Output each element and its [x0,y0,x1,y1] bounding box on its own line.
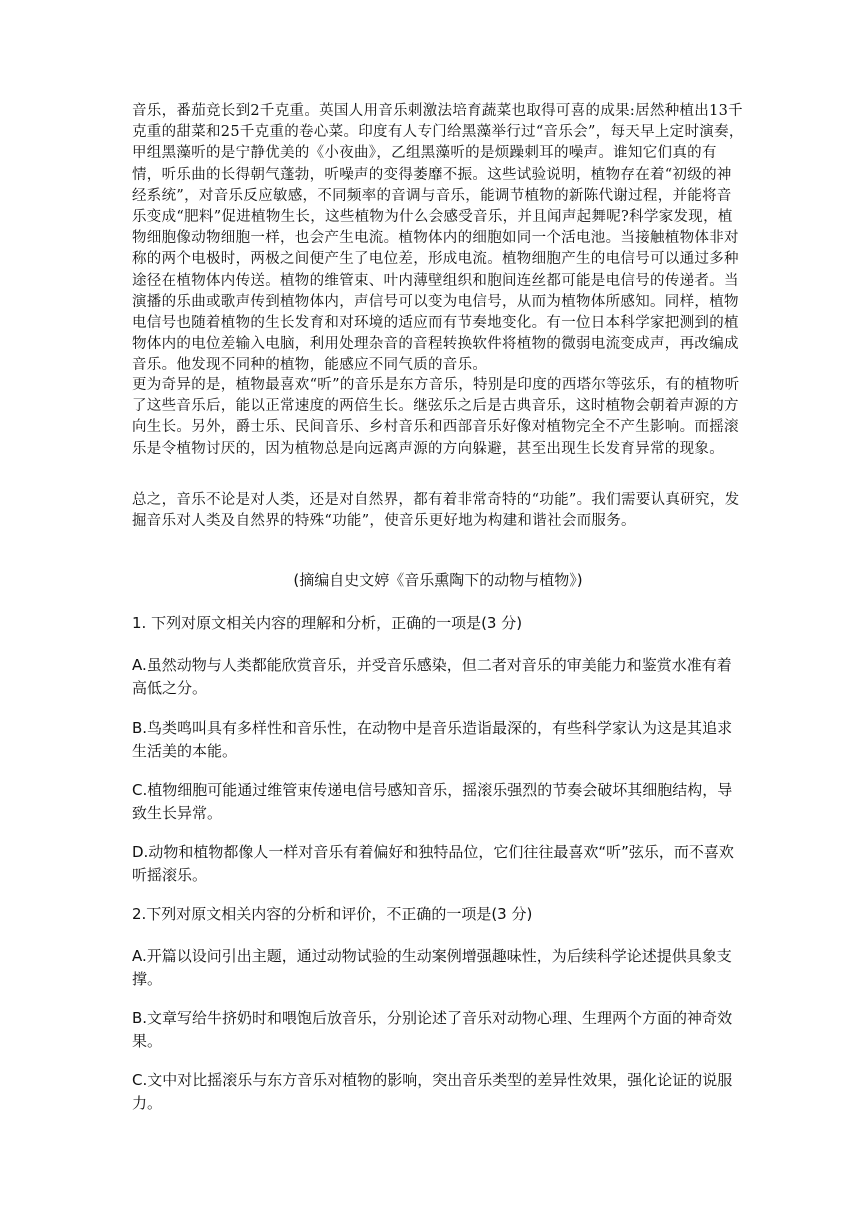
passage-paragraph-2: 更为奇异的是，植物最喜欢“听”的音乐是东方音乐，特别是印度的西塔尔等弦乐，有的植物听了这些音乐后，能以正常速度的两倍生长。继弦乐之后是古典音乐，这时植物会朝着声源的方向生长。另外，爵士乐、民间音乐、乡村音乐和西部音乐好像对植物完全不产生影响。而摇滚乐是令植物讨厌的，因为植物总是向远离声源的方向躲避，甚至出现生长发育异常的现象。 [132,377,740,457]
question-2-stem: 2.下列对原文相关内容的分析和评价，不正确的一项是(3 分) [132,905,533,923]
question-1-stem: 1. 下列对原文相关内容的理解和分析，正确的一项是(3 分) [132,614,523,632]
question-1-option-d: D.动物和植物都像人一样对音乐有着偏好和独特品位，它们往往最喜欢“听”弦乐，而不喜欢听摇滚乐。 [132,843,734,884]
question-2-option-a: A.开篇以设问引出主题，通过动物试验的生动案例增强趣味性，为后续科学论述提供具象支撑。 [132,947,732,988]
question-1-option-b: B.鸟类鸣叫具有多样性和音乐性，在动物中是音乐造诣最深的，有些科学家认为这是其追求生活美的本能。 [132,719,733,760]
passage-paragraph-1: 音乐，番茄竞长到2千克重。英国人用音乐刺激法培育蔬菜也取得可喜的成果:居然种植出13千克重的甜菜和25千克重的卷心菜。印度有人专门给黑藻举行过“音乐会”，每天早上定时演奏，甲组黑藻听的是宁静优美的《小夜曲》，乙组黑藻听的是烦躁刺耳的噪声。谁知它们真的有情，听乐曲的长得朝气蓬勃，听噪声的变得萎靡不振。这些试验说明，植物存在着“初级的神经系统”，对音乐反应敏感，不同频率的音调与音乐，能调节植物的新陈代谢过程，并能将音乐变成“肥料”促进植物生长，这些植物为什么会感受音乐，并且闻声起舞呢?科学家发现，植物细胞像动物细胞一样，也会产生电流。植物体内的细胞如同一个活电池。当接触植物体非对称的两个电极时，两极之间便产生了电位差，形成电流。植物细胞产生的电信号可以通过多种途径在植物体内传送。植物的维管束、叶内薄壁组织和胞间连丝都可能是电信号的传递者。当演播的乐曲或歌声传到植物体内，声信号可以变为电信号，从而为植物体所感知。同样，植物电信号也随着植物的生长发育和对环境的适应而有节奏地变化。有一位日本科学家把测到的植物体内的电位差输入电脑，利用处理杂音的音程转换软件将植物的微弱电流变成声，再改编成音乐。他发现不同种的植物，能感应不同气质的音乐。 [132,103,744,374]
passage-paragraph-3: 总之，音乐不论是对人类，还是对自然界，都有着非常奇特的“功能”。我们需要认真研究，发掘音乐对人类及自然界的特殊“功能”，使音乐更好地为构建和谐社会而服务。 [132,492,740,530]
question-2-option-b: B.文章写给牛挤奶时和喂饱后放音乐，分别论述了音乐对动物心理、生理两个方面的神奇效果。 [132,1009,733,1050]
question-1-option-a: A.虽然动物与人类都能欣赏音乐，并受音乐感染，但二者对音乐的审美能力和鉴赏水准有着高低之分。 [132,656,732,697]
question-1-option-c: C.植物细胞可能通过维管束传递电信号感知音乐，摇滚乐强烈的节奏会破坏其细胞结构，导致生长异常。 [132,781,733,822]
passage-source: (摘编自史文婷《音乐熏陶下的动物与植物》) [293,571,583,589]
question-2-option-c: C.文中对比摇滚乐与东方音乐对植物的影响，突出音乐类型的差异性效果，强化论证的说服力。 [132,1071,733,1112]
